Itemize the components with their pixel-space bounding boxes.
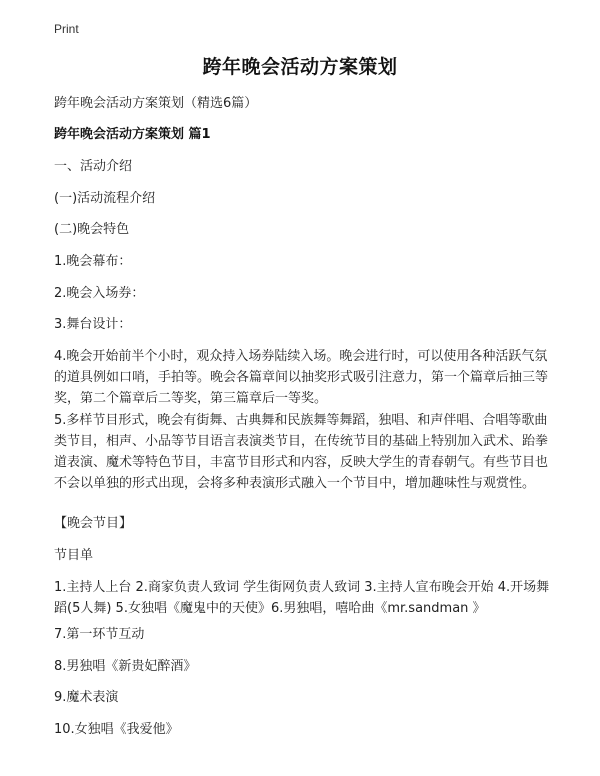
subtitle: 跨年晚会活动方案策划（精选6篇） bbox=[54, 96, 258, 111]
paragraph: 节目单 bbox=[54, 548, 94, 563]
print-label[interactable]: Print bbox=[54, 22, 79, 36]
section-heading: 跨年晚会活动方案策划 篇1 bbox=[54, 127, 211, 142]
paragraph: 7.第一环节互动 bbox=[54, 627, 145, 642]
paragraph: 8.男独唱《新贵妃醉酒》 bbox=[54, 659, 197, 674]
paragraph: 1.主持人上台 2.商家负责人致词 学生街网负责人致词 3.主持人宣布晚会开始 4.开场舞蹈(5人舞) 5.女独唱《魔鬼中的天使》6.男独唱，嘻哈曲《mr.sandman 》 bbox=[54, 580, 550, 616]
paragraph: 5.多样节目形式，晚会有街舞、古典舞和民族舞等舞蹈，独唱、和声伴唱、合唱等歌曲类节目，相声、小品等节目语言表演类节目，在传统节目的基础上特别加入武术、跆拳道表演、魔术等特色节目，丰富节目形式和内容，反映大学生的青春朝气。有些节目也不会以单独的形式出现，会将多种表演形式融入一个节目中，增加趣味性与观赏性。 bbox=[54, 413, 549, 491]
document-title: 跨年晚会活动方案策划 bbox=[202, 56, 398, 78]
paragraph: (一)活动流程介绍 bbox=[54, 191, 156, 206]
paragraph: 9.魔术表演 bbox=[54, 690, 119, 705]
paragraph: 2.晚会入场券： bbox=[54, 286, 145, 301]
paragraph: 4.晚会开始前半个小时，观众持入场券陆续入场。晚会进行时，可以使用各种活跃气氛的道具例如口哨，手拍等。晚会各篇章间以抽奖形式吸引注意力，第一个篇章后抽三等奖，第二个篇章后二等奖，第三篇章后一等奖。 bbox=[54, 349, 549, 406]
paragraph: 一、活动介绍 bbox=[54, 159, 133, 174]
paragraph: (二)晚会特色 bbox=[54, 222, 130, 237]
paragraph: 1.晚会幕布： bbox=[54, 254, 132, 269]
paragraph: 【晚会节目】 bbox=[54, 516, 133, 531]
paragraph: 3.舞台设计： bbox=[54, 317, 132, 332]
paragraph: 10.女独唱《我爱他》 bbox=[54, 722, 179, 737]
